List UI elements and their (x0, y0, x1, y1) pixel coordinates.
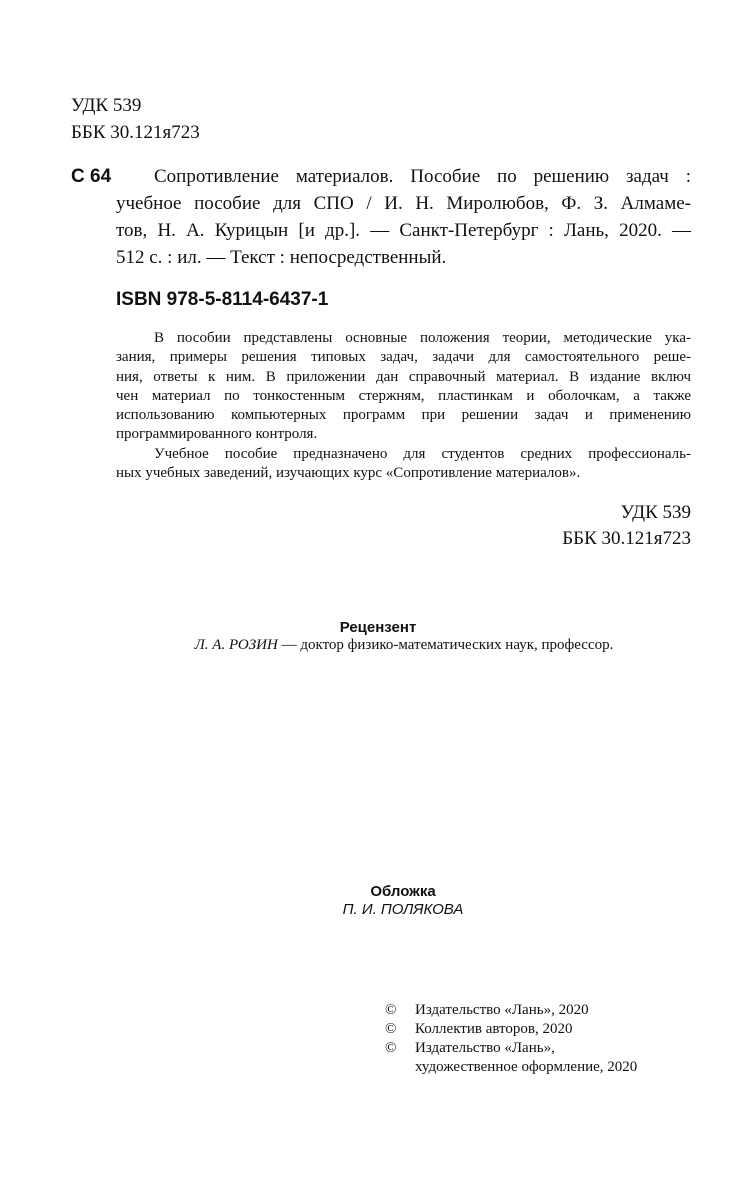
reviewer-entry (0, 637, 756, 654)
citation-line: Сопротивление материалов. Пособие по решению задач : (154, 166, 691, 187)
annotation-line: Учебное пособие предназначено для студентов средних профессиональ- (154, 445, 691, 462)
bbk-code: ББК 30.121я723 (71, 122, 200, 143)
copyright-symbol: © (385, 1002, 397, 1018)
reviewer-heading: Рецензент (339, 619, 417, 636)
copyright-row (385, 1001, 637, 1020)
copyright-symbol: © (385, 1040, 397, 1056)
annotation-line: программированного контроля. (116, 426, 318, 443)
annotation-line: ных учебных заведений, изучающих курс «Сопротивление материалов». (116, 465, 581, 482)
annotation (116, 329, 691, 483)
bbk-code: ББК 30.121я723 (562, 528, 691, 549)
citation-line: тов, Н. А. Курицын [и др.]. — Санкт-Петербург : Лань, 2020. — (116, 220, 691, 241)
bibliographic-record (116, 163, 691, 271)
copyright-row (385, 1039, 637, 1058)
copyright-symbol: © (385, 1021, 397, 1037)
reviewer-description: — доктор физико-математических наук, профессор. (277, 637, 614, 653)
classification-footer (562, 500, 691, 552)
author-sign: С 64 (71, 166, 112, 187)
annotation-line: В пособии представлены основные положения теории, методические ука- (154, 330, 691, 346)
copyright-block (385, 1001, 637, 1077)
cover-designer: П. И. ПОЛЯКОВА (342, 901, 464, 918)
classification-header (71, 92, 200, 146)
annotation-line: использованию компьютерных программ при решении задач и применению (116, 407, 691, 424)
copyright-holder: Издательство «Лань», 2020 (415, 1002, 589, 1018)
copyright-row (385, 1020, 637, 1039)
citation-line: 512 с. : ил. — Текст : непосредственный. (116, 247, 447, 268)
citation-line: учебное пособие для СПО / И. Н. Миролюбов, Ф. З. Алмаме- (116, 193, 691, 214)
copyright-continuation: художественное оформление, 2020 (415, 1059, 638, 1075)
cover-heading: Обложка (370, 883, 436, 900)
udk-code: УДК 539 (71, 95, 142, 116)
copyright-holder: Коллектив авторов, 2020 (415, 1021, 573, 1037)
isbn: ISBN 978-5-8114-6437-1 (116, 289, 329, 310)
annotation-line: чен материал по тонкостенным стержням, пластинкам и оболочкам, а также (116, 387, 691, 404)
annotation-line: зания, примеры решения типовых задач, задачи для самостоятельного реше- (116, 349, 691, 366)
annotation-line: ния, ответы к ним. В приложении дан справочный материал. В издание включ (116, 368, 691, 385)
copyright-holder: Издательство «Лань», (415, 1040, 555, 1056)
udk-code: УДК 539 (620, 502, 691, 523)
reviewer-name: Л. А. РОЗИН (194, 637, 278, 653)
